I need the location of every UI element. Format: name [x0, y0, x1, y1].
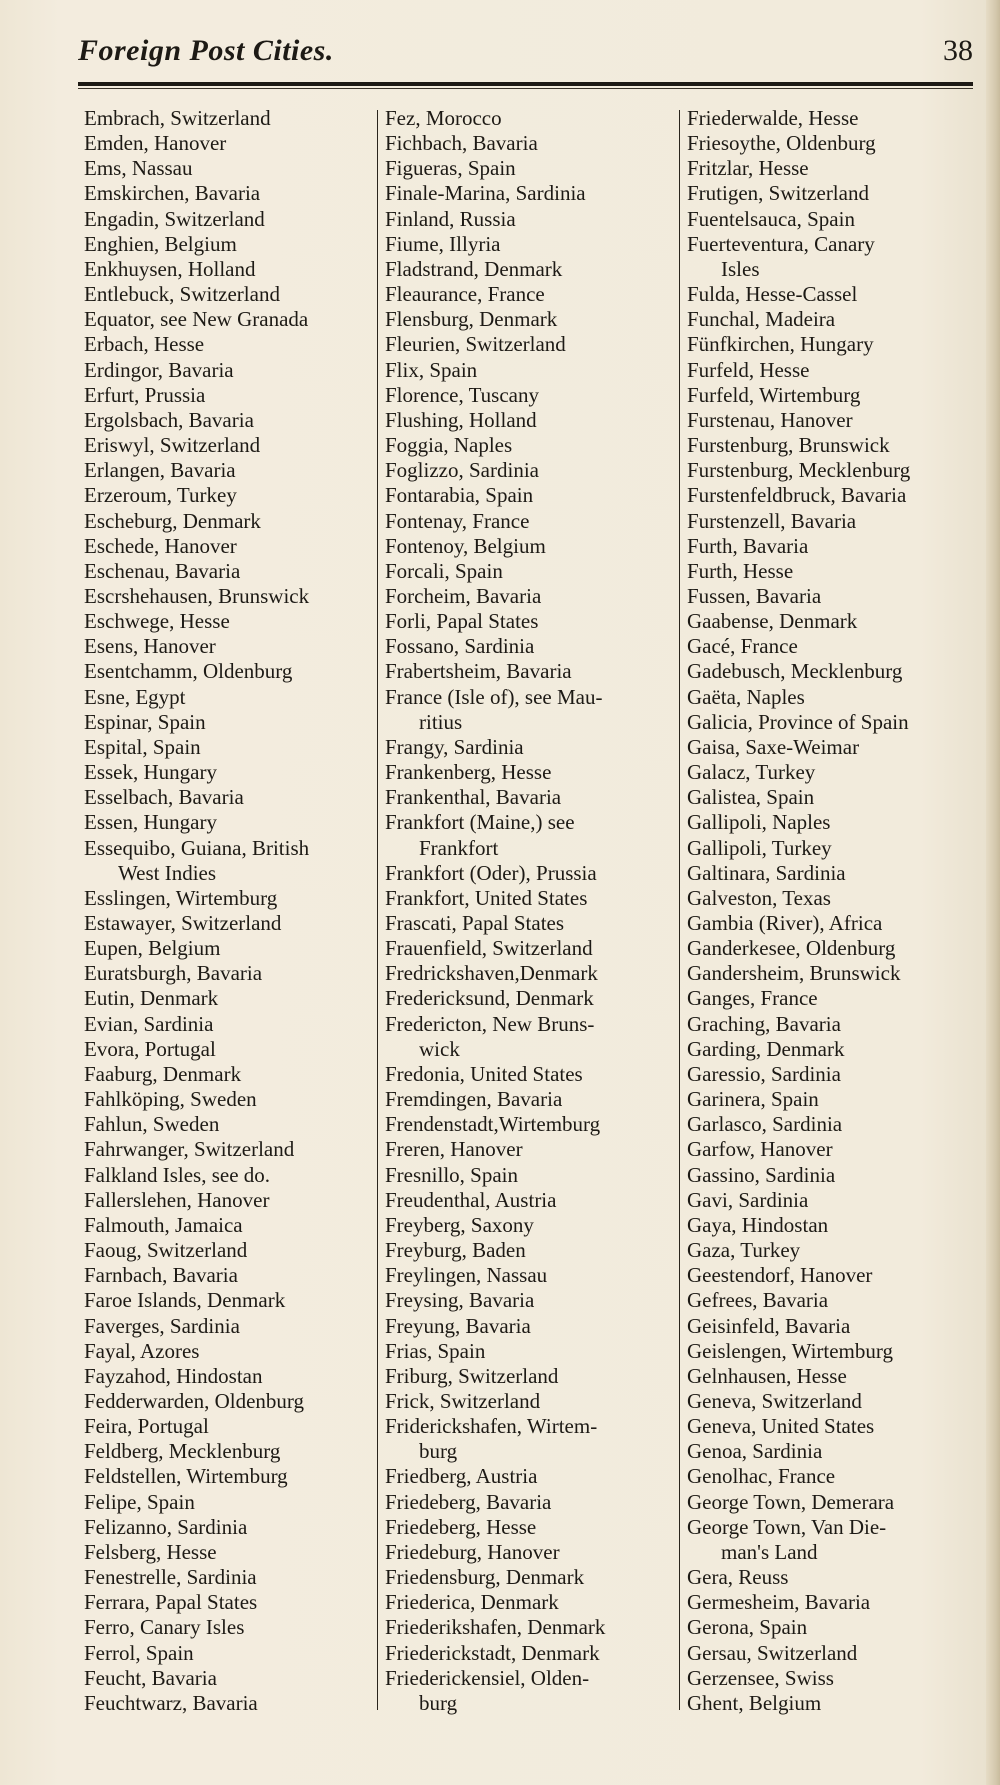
index-entry: Felizanno, Sardinia — [84, 1514, 248, 1539]
index-entry: Farnbach, Bavaria — [84, 1263, 238, 1288]
index-entry: Furth, Hesse — [687, 558, 794, 583]
column-2 — [385, 106, 605, 1716]
index-entry: Enghien, Belgium — [84, 231, 237, 256]
index-entry: Friedberg, Austria — [385, 1464, 538, 1489]
index-entry: Frick, Switzerland — [385, 1388, 541, 1413]
index-entry: Ferrara, Papal States — [84, 1590, 258, 1615]
index-entry: Espital, Spain — [84, 734, 201, 759]
index-entry: Gerona, Spain — [687, 1615, 808, 1640]
index-entry: Feuchtwarz, Bavaria — [84, 1690, 258, 1715]
index-entry: Feira, Portugal — [84, 1414, 209, 1439]
index-entry: Freysing, Bavaria — [385, 1288, 535, 1313]
index-entry: Embrach, Switzerland — [84, 106, 271, 130]
index-entry: Figueras, Spain — [385, 156, 516, 181]
index-entry: Emskirchen, Bavaria — [84, 181, 261, 206]
index-entry: Frutigen, Switzerland — [687, 181, 869, 206]
index-entry: Geislengen, Wirtemburg — [687, 1338, 894, 1363]
index-entry: Erzeroum, Turkey — [84, 483, 237, 508]
index-entry: Frankenberg, Hesse — [385, 760, 552, 785]
index-entry: West Indies — [118, 860, 217, 885]
index-entry: Fredonia, United States — [385, 1061, 583, 1086]
index-entry: Fayzahod, Hindostan — [84, 1363, 263, 1388]
index-entry: Escrshehausen, Brunswick — [84, 583, 310, 608]
index-entry: Friburg, Switzerland — [385, 1363, 559, 1388]
index-entry: wick — [419, 1036, 460, 1061]
index-entry: Geestendorf, Hanover — [687, 1263, 873, 1288]
index-entry: Galtinara, Sardinia — [687, 860, 846, 885]
index-entry: Estawayer, Switzerland — [84, 911, 282, 935]
index-entry: Fuerteventura, Canary — [687, 231, 875, 256]
index-entry: Fredericton, New Bruns- — [385, 1011, 595, 1036]
index-entry: Eschenau, Bavaria — [84, 558, 241, 583]
index-entry: Ganges, France — [687, 986, 818, 1011]
index-entry: Equator, see New Granada — [84, 307, 309, 332]
index-entry: Gelnhausen, Hesse — [687, 1363, 847, 1388]
index-entry: Friederwalde, Hesse — [687, 106, 859, 130]
index-entry: Furstenburg, Brunswick — [687, 433, 890, 458]
index-entry: Gandersheim, Brunswick — [687, 961, 901, 986]
column-divider — [377, 110, 378, 1710]
index-entry: Fladstrand, Denmark — [385, 256, 563, 281]
index-entry: Fuentelsauca, Spain — [687, 206, 855, 231]
index-entry: Fontenay, France — [385, 508, 530, 533]
index-entry: Gacé, France — [687, 634, 798, 659]
index-entry: Garding, Denmark — [687, 1036, 845, 1061]
index-entry: Enkhuysen, Holland — [84, 256, 256, 281]
index-entry: Gavi, Sardinia — [687, 1187, 809, 1212]
index-entry: Fleaurance, France — [385, 282, 545, 307]
index-entry: Escheburg, Denmark — [84, 508, 261, 533]
index-entry: Genolhac, France — [687, 1464, 836, 1489]
index-entry: Gersau, Switzerland — [687, 1640, 858, 1665]
index-entry: Gaya, Hindostan — [687, 1212, 829, 1237]
index-entry: Essen, Hungary — [84, 810, 217, 835]
index-entry: Frendenstadt,Wirtemburg — [385, 1112, 601, 1137]
index-entry: Gefrees, Bavaria — [687, 1288, 829, 1313]
index-entry: Fiume, Illyria — [385, 231, 501, 256]
index-entry: Eschede, Hanover — [84, 533, 237, 558]
index-entry: Fünfkirchen, Hungary — [687, 332, 874, 357]
index-entry: Furth, Bavaria — [687, 533, 809, 558]
index-entry: Fredrickshaven,Denmark — [385, 961, 598, 986]
index-entry: Friedeburg, Hanover — [385, 1539, 560, 1564]
index-entry: Funchal, Madeira — [687, 307, 836, 332]
index-entry: Espinar, Spain — [84, 709, 206, 734]
index-entry: Freyburg, Baden — [385, 1238, 526, 1263]
index-entry: Frangy, Sardinia — [385, 734, 524, 759]
index-entry: Furstenburg, Mecklenburg — [687, 458, 911, 483]
page-edge — [986, 0, 1000, 1785]
index-entry: Frankfort (Maine,) see — [385, 810, 575, 835]
index-entry: Fedderwarden, Oldenburg — [84, 1388, 305, 1413]
index-entry: Fresnillo, Spain — [385, 1162, 519, 1187]
index-entry: Fenestrelle, Sardinia — [84, 1565, 257, 1590]
index-entry: Forli, Papal States — [385, 609, 539, 634]
index-entry: Eupen, Belgium — [84, 936, 221, 961]
index-entry: Frankfort — [419, 835, 499, 860]
index-entry: Felipe, Spain — [84, 1489, 195, 1514]
index-entry: Galveston, Texas — [687, 885, 831, 910]
index-entry: Frascati, Papal States — [385, 911, 565, 935]
index-entry: Furstenfeldbruck, Bavaria — [687, 483, 907, 508]
index-entry: Gaëta, Naples — [687, 684, 805, 709]
index-entry: Flix, Spain — [385, 357, 478, 382]
index-entry: Furfeld, Hesse — [687, 357, 810, 382]
index-entry: George Town, Van Die- — [687, 1514, 887, 1539]
index-entry: Feucht, Bavaria — [84, 1665, 217, 1690]
index-entry: Isles — [721, 256, 760, 281]
page-number: 38 — [943, 34, 973, 67]
index-entry: Esne, Egypt — [84, 684, 186, 709]
index-entry: Fulda, Hesse-Cassel — [687, 282, 858, 307]
index-entry: Garessio, Sardinia — [687, 1061, 841, 1086]
index-entry: Essequibo, Guiana, British — [84, 835, 310, 860]
index-entry: Freren, Hanover — [385, 1137, 523, 1162]
index-entry: Furstenzell, Bavaria — [687, 508, 857, 533]
index-entry: Fez, Morocco — [385, 106, 502, 130]
index-entry: Euratsburgh, Bavaria — [84, 961, 263, 986]
index-entry: Gaisa, Saxe-Weimar — [687, 734, 860, 759]
index-entry: Fremdingen, Bavaria — [385, 1087, 563, 1112]
index-entry: Gaza, Turkey — [687, 1238, 801, 1263]
index-entry: Gambia (River), Africa — [687, 911, 883, 935]
index-entry: Frankenthal, Bavaria — [385, 785, 562, 810]
index-entry: Esens, Hanover — [84, 634, 216, 659]
index-entry: Fontarabia, Spain — [385, 483, 534, 508]
index-entry: Fredericksund, Denmark — [385, 986, 594, 1011]
index-entry: Erfurt, Prussia — [84, 382, 206, 407]
index-entry: Finale-Marina, Sardinia — [385, 181, 586, 206]
column-1 — [84, 106, 309, 1716]
index-entry: Gassino, Sardinia — [687, 1162, 836, 1187]
index-entry: Falmouth, Jamaica — [84, 1212, 243, 1237]
index-entry: Ferrol, Spain — [84, 1640, 194, 1665]
index-entry: Friederickensiel, Olden- — [385, 1665, 590, 1690]
index-entry: Gallipoli, Naples — [687, 810, 831, 835]
index-entry: Eriswyl, Switzerland — [84, 433, 261, 458]
index-entry: Essek, Hungary — [84, 760, 217, 785]
index-entry: Freylingen, Nassau — [385, 1263, 548, 1288]
index-entry: Ganderkesee, Oldenburg — [687, 936, 896, 961]
index-entry: Friedeberg, Hesse — [385, 1514, 537, 1539]
index-entry: Gerzensee, Swiss — [687, 1665, 834, 1690]
index-entry: Foglizzo, Sardinia — [385, 458, 539, 483]
index-entry: Gallipoli, Turkey — [687, 835, 832, 860]
index-entry: Furstenau, Hanover — [687, 407, 853, 432]
index-entry: Friderickshafen, Wirtem- — [385, 1414, 598, 1439]
index-entry: Freudenthal, Austria — [385, 1187, 557, 1212]
column-divider — [679, 110, 680, 1710]
index-entry: Frankfort, United States — [385, 885, 588, 910]
index-entry: Emden, Hanover — [84, 131, 227, 156]
index-entry: Geisinfeld, Bavaria — [687, 1313, 851, 1338]
index-entry: Eutin, Denmark — [84, 986, 219, 1011]
index-entry: Entlebuck, Switzerland — [84, 282, 280, 307]
index-entry: Faverges, Sardinia — [84, 1313, 240, 1338]
index-entry: Faaburg, Denmark — [84, 1061, 242, 1086]
index-entry: Germesheim, Bavaria — [687, 1590, 871, 1615]
index-entry: Florence, Tuscany — [385, 382, 539, 407]
index-entry: Evian, Sardinia — [84, 1011, 214, 1036]
index-entry: Fussen, Bavaria — [687, 583, 822, 608]
index-entry: Friedeberg, Bavaria — [385, 1489, 552, 1514]
index-entry: Feldberg, Mecklenburg — [84, 1439, 281, 1464]
index-entry: Gaabense, Denmark — [687, 609, 858, 634]
index-entry: Forcali, Spain — [385, 558, 503, 583]
index-entry: Gadebusch, Mecklenburg — [687, 659, 903, 684]
index-entry: Friederikshafen, Denmark — [385, 1615, 606, 1640]
index-entry: Geneva, United States — [687, 1414, 875, 1439]
index-entry: Galistea, Spain — [687, 785, 815, 810]
index-entry: Fontenoy, Belgium — [385, 533, 546, 558]
index-entry: Flushing, Holland — [385, 407, 537, 432]
index-entry: Erdingor, Bavaria — [84, 357, 234, 382]
index-entry: Fichbach, Bavaria — [385, 131, 538, 156]
index-entry: Frauenfield, Switzerland — [385, 936, 593, 961]
index-entry: Evora, Portugal — [84, 1036, 216, 1061]
index-entry: Friederickstadt, Denmark — [385, 1640, 600, 1665]
index-entry: Esslingen, Wirtemburg — [84, 885, 278, 910]
index-entry: Freyung, Bavaria — [385, 1313, 531, 1338]
index-entry: France (Isle of), see Mau- — [385, 684, 603, 709]
index-entry: Graching, Bavaria — [687, 1011, 841, 1036]
index-entry: Feldstellen, Wirtemburg — [84, 1464, 288, 1489]
index-entry: Finland, Russia — [385, 206, 516, 231]
index-entry: Fayal, Azores — [84, 1338, 200, 1363]
index-entry: Ems, Nassau — [84, 156, 193, 181]
index-entry: Felsberg, Hesse — [84, 1539, 217, 1564]
index-entry: Garfow, Hanover — [687, 1137, 833, 1162]
page-header — [78, 30, 973, 75]
index-entry: Galacz, Turkey — [687, 760, 816, 785]
index-entry: Ghent, Belgium — [687, 1690, 822, 1715]
index-entry: Galicia, Province of Spain — [687, 709, 909, 734]
index-entry: Fossano, Sardinia — [385, 634, 535, 659]
index-entry: Frias, Spain — [385, 1338, 486, 1363]
index-entry: Geneva, Switzerland — [687, 1388, 862, 1413]
index-entry: Friedensburg, Denmark — [385, 1565, 585, 1590]
index-entry: Genoa, Sardinia — [687, 1439, 823, 1464]
index-entry: Faoug, Switzerland — [84, 1238, 248, 1263]
index-entry: Forcheim, Bavaria — [385, 583, 542, 608]
index-entry: Erlangen, Bavaria — [84, 458, 236, 483]
index-entry: Engadin, Switzerland — [84, 206, 265, 231]
index-entry: Foggia, Naples — [385, 433, 513, 458]
index-entry: Fallerslehen, Hanover — [84, 1187, 270, 1212]
header-rule-thin — [78, 88, 973, 89]
index-entry: Gera, Reuss — [687, 1565, 789, 1590]
index-entry: Falkland Isles, see do. — [84, 1162, 271, 1187]
index-entry: man's Land — [721, 1539, 818, 1564]
index-entry: Eschwege, Hesse — [84, 609, 230, 634]
index-entry: Ferro, Canary Isles — [84, 1615, 245, 1640]
index-entry: Furfeld, Wirtemburg — [687, 382, 861, 407]
index-entry: Fahlun, Sweden — [84, 1112, 220, 1137]
index-entry: burg — [419, 1439, 458, 1464]
column-3 — [687, 106, 910, 1716]
index-entry: Esselbach, Bavaria — [84, 785, 244, 810]
index-entry: ritius — [419, 709, 463, 734]
index-entry: Friesoythe, Oldenburg — [687, 131, 876, 156]
index-entry: Fahrwanger, Switzerland — [84, 1137, 295, 1162]
index-entry: Fahlköping, Sweden — [84, 1087, 257, 1112]
index-entry: Fleurien, Switzerland — [385, 332, 566, 357]
header-rule — [78, 82, 973, 86]
index-entry: Erbach, Hesse — [84, 332, 205, 357]
index-entry: Flensburg, Denmark — [385, 307, 558, 332]
index-entry: Garinera, Spain — [687, 1087, 819, 1112]
index-entry: Esentchamm, Oldenburg — [84, 659, 293, 684]
index-entry: George Town, Demerara — [687, 1489, 895, 1514]
index-entry: Freyberg, Saxony — [385, 1212, 534, 1237]
index-entry: Frabertsheim, Bavaria — [385, 659, 572, 684]
index-entry: burg — [419, 1690, 458, 1715]
index-entry: Faroe Islands, Denmark — [84, 1288, 286, 1313]
index-entry: Ergolsbach, Bavaria — [84, 407, 254, 432]
index-entry: Garlasco, Sardinia — [687, 1112, 843, 1137]
index-entry: Frankfort (Oder), Prussia — [385, 860, 597, 885]
index-entry: Friederica, Denmark — [385, 1590, 559, 1615]
running-title: Foreign Post Cities. — [78, 34, 334, 67]
index-entry: Fritzlar, Hesse — [687, 156, 809, 181]
